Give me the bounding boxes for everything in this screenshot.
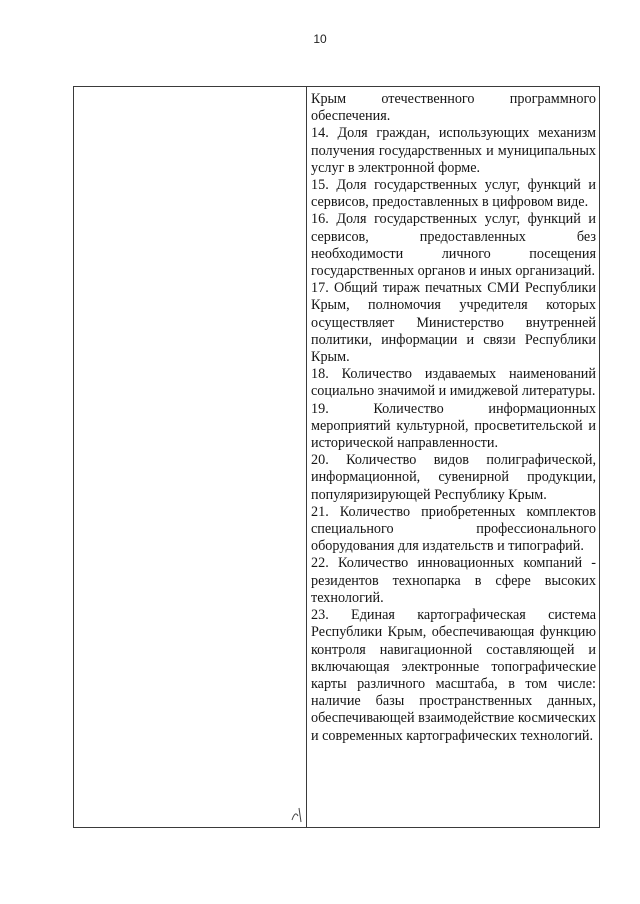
document-table (73, 86, 600, 828)
list-item: 17. Общий тираж печатных СМИ Республики Крым, полномочия учредителя которых осуществляет Министерство внутренней политики, информации и связи Республики Крым. (311, 280, 596, 366)
list-item: 19. Количество информационных мероприятий культурной, просветительской и исторической направленности. (311, 400, 596, 452)
table-right-cell (307, 87, 599, 827)
list-item: 22. Количество инновационных компаний - резидентов технопарка в сфере высоких технологий. (311, 555, 596, 606)
pen-mark-icon (289, 800, 313, 824)
page-number: 10 (313, 32, 327, 46)
list-item: 16. Доля государственных услуг, функций и сервисов, предоставленных без необходимости личного посещения государственных органов и иных организаций. (311, 211, 596, 280)
list-item: 23. Единая картографическая система Республики Крым, обеспечивающая функцию контроля навигационной составляющей и включающая электронные топографические карты различного масштаба, в том числе: наличие базы пространственных данных, обеспечивающей взаимодействие космических и современных картографических технологий. (311, 607, 596, 744)
list-item: Крым отечественного программного обеспечения. (311, 91, 596, 125)
table-left-cell (74, 87, 307, 827)
list-item: 18. Количество издаваемых наименований социально значимой и имиджевой литературы. (311, 366, 596, 400)
list-item: 21. Количество приобретенных комплектов специального профессионального оборудования для издательств и типографий. (311, 503, 596, 555)
list-item: 15. Доля государственных услуг, функций и сервисов, предоставленных в цифровом виде. (311, 177, 596, 211)
list-item: 14. Доля граждан, использующих механизм получения государственных и муниципальных услуг в электронной форме. (311, 125, 596, 176)
list-item: 20. Количество видов полиграфической, информационной, сувенирной продукции, популяризирующей Республику Крым. (311, 452, 596, 503)
